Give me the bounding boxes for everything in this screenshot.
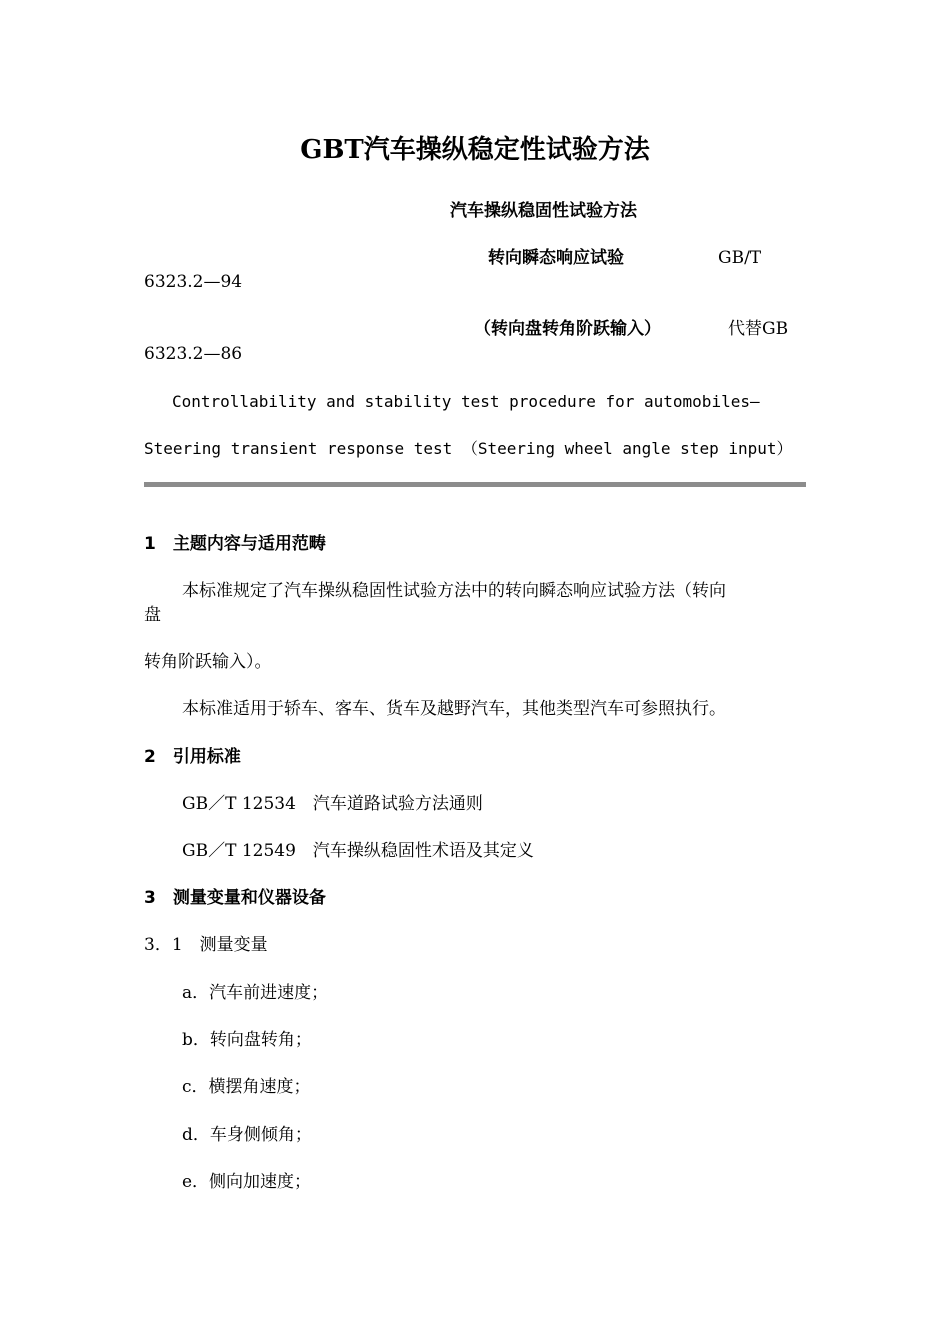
english-title-line1: Controllability and stability test procedure for automobiles— <box>172 392 760 411</box>
section-3-1-heading: 3．1 测量变量 <box>144 935 268 955</box>
section-2-heading: 2 引用标准 <box>144 747 241 767</box>
list-item: b．转向盘转角； <box>182 1030 312 1050</box>
section-1-paragraph-1-wrap: 盘 <box>144 605 161 625</box>
standard-subtitle: 汽车操纵稳固性试验方法 <box>450 201 637 221</box>
header-divider <box>144 482 806 487</box>
standard-code-number: 6323.2—94 <box>144 272 243 292</box>
reference-standard-2: GB／T 12549 汽车操纵稳固性术语及其定义 <box>182 841 534 861</box>
input-description: （转向盘转角阶跃输入） <box>474 319 661 339</box>
section-1-paragraph-2: 本标准适用于轿车、客车、货车及越野汽车，其他类型汽车可参照执行。 <box>182 699 726 719</box>
document-title: GBT汽车操纵稳定性试验方法 <box>300 135 650 165</box>
test-name: 转向瞬态响应试验 <box>488 248 624 268</box>
english-title-line2: Steering transient response test （Steering wheel angle step input） <box>144 439 793 458</box>
list-item: d．车身侧倾角； <box>182 1125 312 1145</box>
replaces-code: 6323.2—86 <box>144 344 243 364</box>
list-item: e．侧向加速度； <box>182 1172 312 1192</box>
replaces-label: 代替GB <box>728 319 789 339</box>
section-1-paragraph-1-end: 转角阶跃输入）。 <box>144 652 272 672</box>
section-1-heading: 1 主题内容与适用范畴 <box>144 534 326 554</box>
section-3-heading: 3 测量变量和仪器设备 <box>144 888 326 908</box>
list-item: a．汽车前进速度； <box>182 983 329 1003</box>
standard-code-prefix: GB/T <box>718 248 762 268</box>
reference-standard-1: GB／T 12534 汽车道路试验方法通则 <box>182 794 483 814</box>
section-1-paragraph-1: 本标准规定了汽车操纵稳固性试验方法中的转向瞬态响应试验方法（转向 <box>182 581 726 601</box>
list-item: c．横摆角速度； <box>182 1077 311 1097</box>
